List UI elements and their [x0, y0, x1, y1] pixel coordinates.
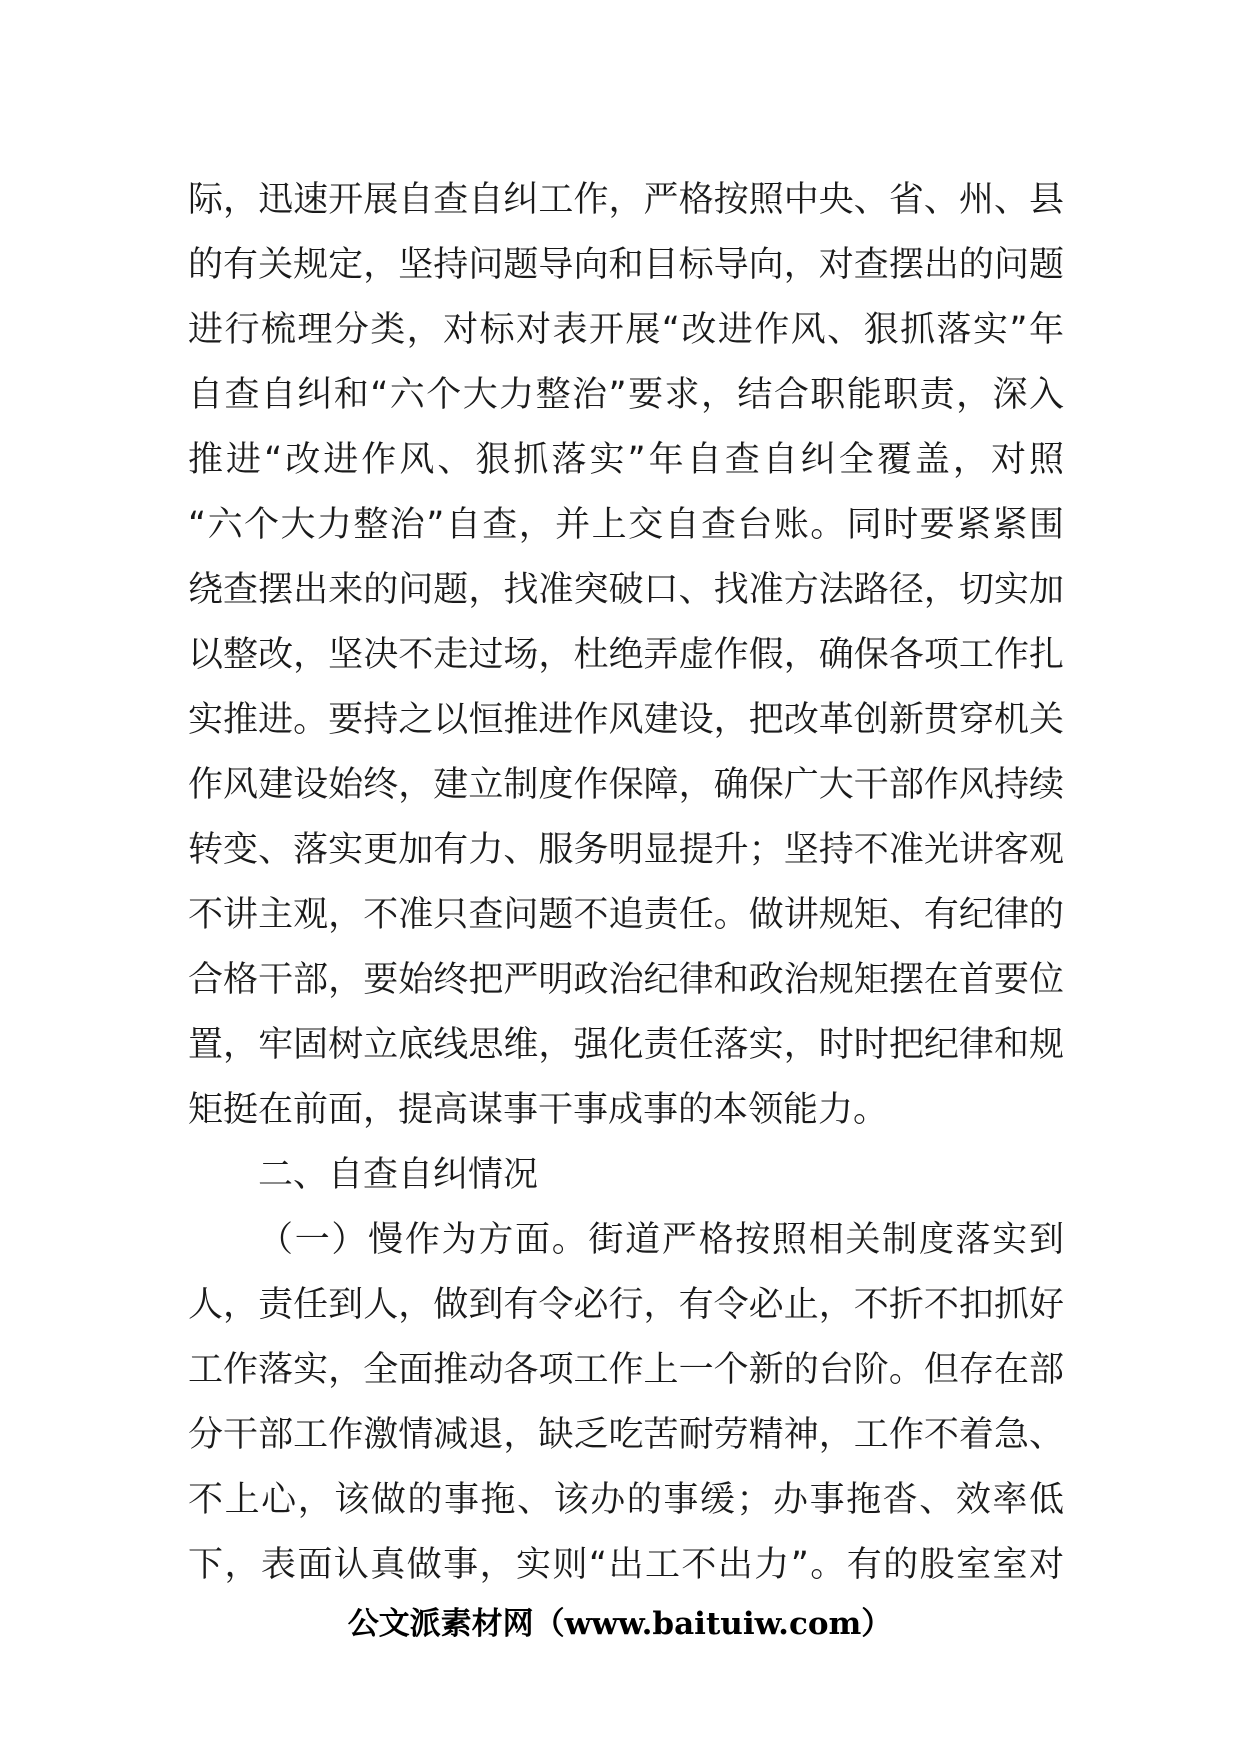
paragraph-line: （一）慢作为方面。街道严格按照相关制度落实到 — [258, 1220, 1064, 1260]
body-text — [188, 168, 1064, 1598]
paragraph-line: “六个大力整治”自查，并上交自查台账。同时要紧紧围 — [188, 505, 1064, 545]
paragraph-line: 人，责任到人，做到有令必行，有令必止，不折不扣抓好 — [188, 1285, 1064, 1325]
paragraph-line: 下，表面认真做事，实则“出工不出力”。有的股室室对 — [188, 1545, 1064, 1585]
paragraph-line: 实推进。要持之以恒推进作风建设，把改革创新贯穿机关 — [188, 700, 1064, 740]
paragraph-line: 不上心，该做的事拖、该办的事缓；办事拖沓、效率低 — [188, 1480, 1064, 1520]
paragraph-line: 不讲主观，不准只查问题不追责任。做讲规矩、有纪律的 — [188, 895, 1064, 935]
footer-watermark-text: 公文派素材网（www.baituiw.com） — [347, 1606, 893, 1642]
paragraph-line: 转变、落实更加有力、服务明显提升；坚持不准光讲客观 — [188, 830, 1064, 870]
paragraph-line: 以整改，坚决不走过场，杜绝弄虚作假，确保各项工作扎 — [188, 635, 1064, 675]
paragraph-line: 推进“改进作风、狠抓落实”年自查自纠全覆盖，对照 — [188, 440, 1064, 480]
paragraph-line: 置，牢固树立底线思维，强化责任落实，时时把纪律和规 — [188, 1025, 1064, 1065]
paragraph-line: 自查自纠和“六个大力整治”要求，结合职能职责，深入 — [188, 375, 1064, 415]
paragraph-line: 合格干部，要始终把严明政治纪律和政治规矩摆在首要位 — [188, 960, 1064, 1000]
paragraph-line: 的有关规定，坚持问题导向和目标导向，对查摆出的问题 — [188, 245, 1064, 285]
paragraph-line: 际，迅速开展自查自纠工作，严格按照中央、省、州、县 — [188, 180, 1064, 220]
paragraph-line: 分干部工作激情减退，缺乏吃苦耐劳精神，工作不着急、 — [188, 1415, 1064, 1455]
paragraph-line: 作风建设始终，建立制度作保障，确保广大干部作风持续 — [188, 765, 1064, 805]
paragraph-line: 进行梳理分类，对标对表开展“改进作风、狠抓落实”年 — [188, 310, 1064, 350]
paragraph-line: 绕查摆出来的问题，找准突破口、找准方法路径，切实加 — [188, 570, 1064, 610]
paragraph-line: 矩挺在前面，提高谋事干事成事的本领能力。 — [188, 1090, 889, 1130]
section-heading: 二、自查自纠情况 — [258, 1155, 539, 1195]
paragraph-line: 工作落实，全面推动各项工作上一个新的台阶。但存在部 — [188, 1350, 1064, 1390]
